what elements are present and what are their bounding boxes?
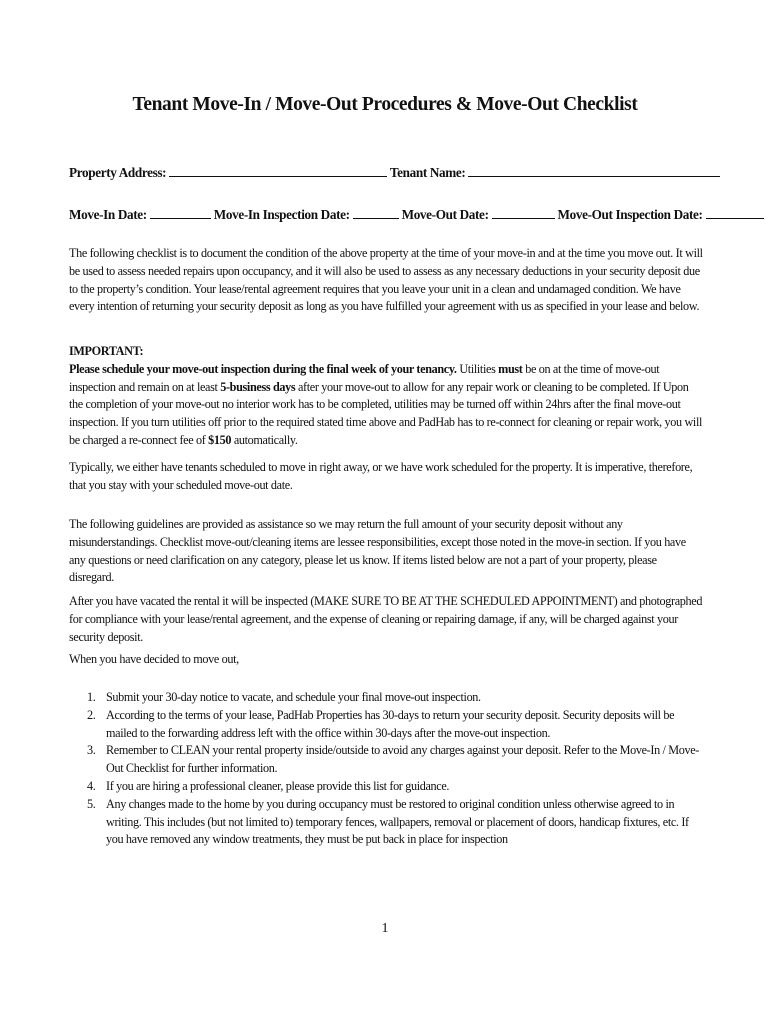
address-name-row bbox=[69, 164, 704, 181]
property-address-label: Property Address: bbox=[69, 165, 167, 180]
move-out-steps-list bbox=[69, 689, 704, 849]
list-item-text: If you are hiring a professional cleaner, please provide this list for guidance. bbox=[106, 778, 450, 793]
list-item-text: According to the terms of your lease, PadHab Properties has 30-days to return your security deposit. Security deposits will be mailed to the forwarding address left with the office within 30-days after the move-out inspection. bbox=[106, 707, 675, 740]
property-address-blank[interactable] bbox=[169, 164, 387, 177]
typically-paragraph bbox=[69, 459, 704, 495]
intro-text: The following checklist is to document the condition of the above property at the time of your move-in and at the time you move out. It will be used to assess needed repairs upon occupancy, and it will also be used to assess as any necessary deductions in your security deposit due to the property’s condition. Your lease/rental agreement requires that you leave your unit in a clean and undamaged condition. We have every intention of returning your security deposit as long as you have fulfilled your agreement with us as specified in your lease and below. bbox=[69, 246, 703, 314]
intro-paragraph bbox=[69, 245, 704, 316]
important-paragraph bbox=[69, 361, 704, 450]
guidelines-paragraph bbox=[69, 516, 704, 587]
guidelines-text: The following guidelines are provided as assistance so we may return the full amount of your security deposit without any misunderstandings. Checklist move-out/cleaning items are lessee responsibilities, except those noted in the move-in section. If you have any questions or need clarification on any category, please let us know. If items listed below are not a part of your property, please disregard. bbox=[69, 517, 686, 585]
move-out-inspection-date-blank[interactable] bbox=[706, 206, 764, 219]
move-out-date-blank[interactable] bbox=[492, 206, 555, 219]
tenant-name-label: Tenant Name: bbox=[389, 165, 466, 180]
list-item bbox=[69, 796, 704, 849]
list-item bbox=[69, 689, 704, 707]
dates-row bbox=[69, 206, 704, 223]
list-item-text: Remember to CLEAN your rental property inside/outside to avoid any charges against your deposit. Refer to the Move-In / Move-Out Checklist for further information. bbox=[106, 743, 700, 776]
list-item-text: Submit your 30-day notice to vacate, and schedule your final move-out inspection. bbox=[106, 690, 481, 704]
list-item bbox=[69, 707, 704, 743]
important-text-c: after your move-out to allow for any repair work or cleaning to be completed. If Upon the completion of your move-out no interior work has to be completed, utilities may be turned off within 24hrs after the final move-out inspection. If you turn utilities off prior to the required stated time above and PadHab has to re-connect for cleaning or repair work, you will be charged a re-connect fee of bbox=[69, 379, 703, 447]
move-in-date-blank[interactable] bbox=[150, 206, 211, 219]
when-move-out-paragraph bbox=[69, 651, 704, 669]
when-move-out-text: When you have decided to move out, bbox=[69, 652, 239, 666]
after-vacated-text: After you have vacated the rental it will be inspected (MAKE SURE TO BE AT THE SCHEDULED APPOINTMENT) and photographed for compliance with your lease/rental agreement, and the expense of cleaning or repairing damage, if any, will be charged against your security deposit. bbox=[69, 594, 703, 644]
list-item bbox=[69, 778, 704, 796]
move-in-inspection-date-label: Move-In Inspection Date: bbox=[213, 207, 350, 222]
list-item-number: 5. bbox=[87, 796, 96, 811]
after-vacated-paragraph bbox=[69, 593, 704, 646]
move-out-inspection-date-label: Move-Out Inspection Date: bbox=[557, 207, 703, 222]
typically-text: Typically, we either have tenants scheduled to move in right away, or we have work scheduled for the property. It is imperative, therefore, that you stay with your scheduled move-out date. bbox=[69, 460, 693, 492]
important-section bbox=[69, 343, 704, 450]
important-bold-lead: Please schedule your move-out inspection during the final week of your tenancy. bbox=[69, 361, 457, 376]
important-must: must bbox=[498, 361, 523, 376]
important-text-a: Utilities bbox=[456, 361, 499, 376]
list-item-text: Any changes made to the home by you during occupancy must be restored to original condition unless otherwise agreed to in writing. This includes (but not limited to) temporary fences, wallpapers, removal or placement of doors, handicap fixtures, etc. If you have removed any window treatments, they must be put back in place for inspection bbox=[106, 796, 689, 847]
list-item-number: 4. bbox=[87, 778, 96, 793]
page-number: 1 bbox=[381, 921, 389, 936]
important-fee: $150 bbox=[208, 432, 232, 447]
list-item-number: 3. bbox=[87, 743, 96, 758]
list-item-number: 1. bbox=[87, 690, 96, 704]
move-out-date-label: Move-Out Date: bbox=[401, 207, 489, 222]
move-in-date-label: Move-In Date: bbox=[69, 207, 147, 222]
important-text-d: automatically. bbox=[231, 432, 298, 447]
document-title: Tenant Move-In / Move-Out Procedures & Move-Out Checklist bbox=[132, 94, 638, 115]
important-text-b: be on at the time of move-out inspection and remain on at least bbox=[69, 361, 660, 394]
list-item bbox=[69, 742, 704, 778]
important-days: 5-business days bbox=[220, 379, 296, 394]
important-heading: IMPORTANT: bbox=[69, 344, 144, 358]
move-in-inspection-date-blank[interactable] bbox=[353, 206, 399, 219]
tenant-name-blank[interactable] bbox=[468, 164, 720, 177]
list-item-number: 2. bbox=[87, 707, 96, 722]
